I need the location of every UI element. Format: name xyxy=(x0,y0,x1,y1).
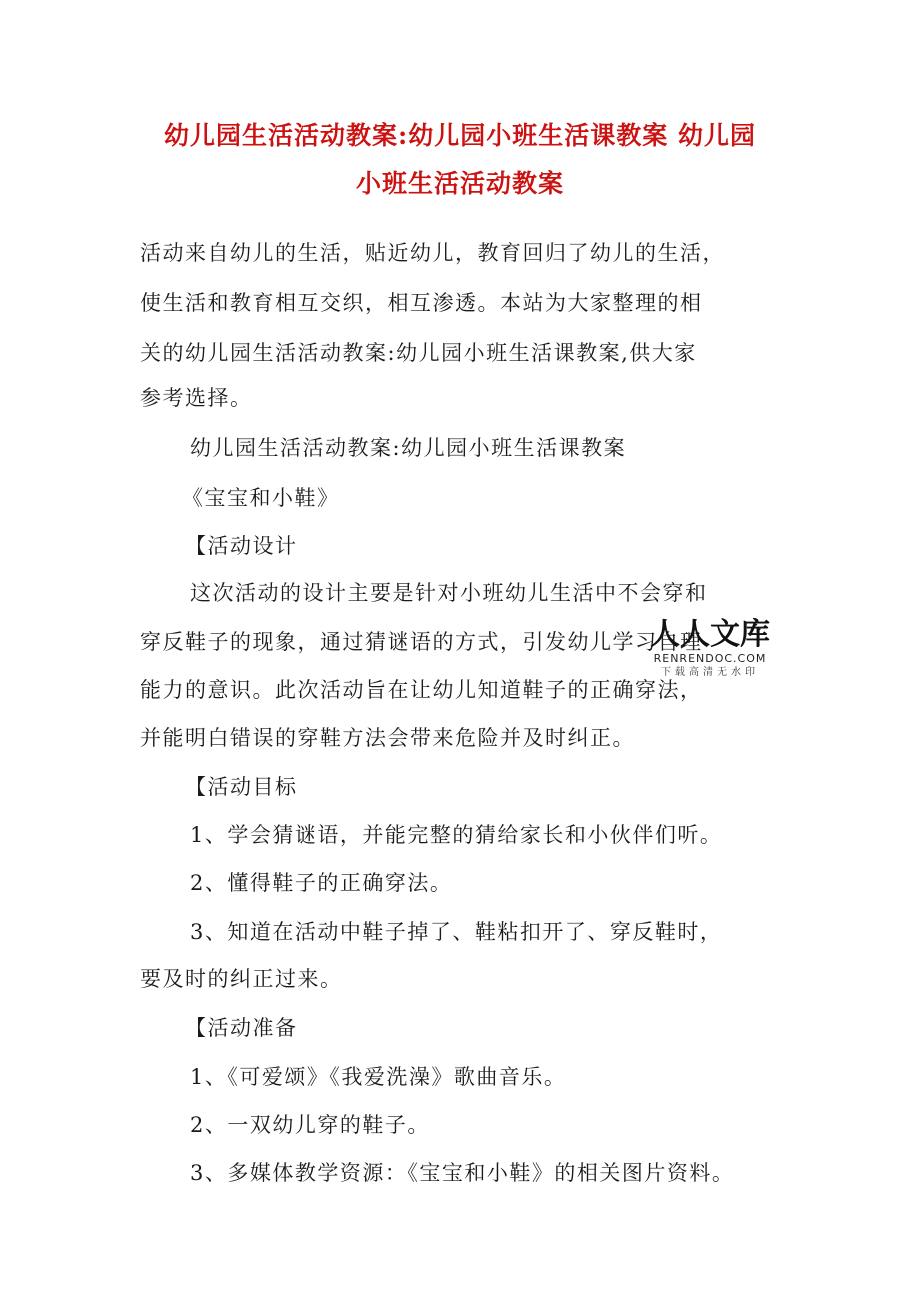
intro-line-2: 使生活和教育相互交织，相互渗透。本站为大家整理的相 xyxy=(140,291,703,315)
design-line-1: 这次活动的设计主要是针对小班幼儿生活中不会穿和 xyxy=(190,581,708,605)
design-line-3: 能力的意识。此次活动旨在让幼儿知道鞋子的正确穿法， xyxy=(140,678,703,702)
design-heading: 【活动设计 xyxy=(185,534,298,558)
prep-heading: 【活动准备 xyxy=(185,1016,298,1040)
lesson-name: 《宝宝和小鞋》 xyxy=(182,486,340,510)
design-line-2: 穿反鞋子的现象，通过猜谜语的方式，引发幼儿学习自理 xyxy=(140,630,703,654)
watermark-logo xyxy=(640,618,780,680)
document-title xyxy=(120,112,800,208)
prep-item-3: 3、多媒体教学资源：《宝宝和小鞋》的相关图片资料。 xyxy=(190,1161,735,1185)
watermark-brand: 人人文库 xyxy=(650,617,770,652)
watermark-tagline: 下载高清无水印 xyxy=(661,667,759,678)
design-line-4: 并能明白错误的穿鞋方法会带来危险并及时纠正。 xyxy=(140,726,635,750)
prep-item-2: 2、一双幼儿穿的鞋子。 xyxy=(190,1113,430,1137)
goal-item-3-line-1: 3、知道在活动中鞋子掉了、鞋粘扣开了、穿反鞋时， xyxy=(190,920,723,944)
goal-item-1: 1、学会猜谜语，并能完整的猜给家长和小伙伴们听。 xyxy=(190,823,723,847)
prep-item-1: 1、《可爱颂》《我爱洗澡》歌曲音乐。 xyxy=(190,1065,567,1089)
title-line-1: 幼儿园生活活动教案:幼儿园小班生活课教案 幼儿园 xyxy=(164,121,756,150)
watermark-url: RENRENDOC.COM xyxy=(653,652,767,665)
goal-item-2: 2、懂得鞋子的正确穿法。 xyxy=(190,871,453,895)
intro-line-1: 活动来自幼儿的生活，贴近幼儿，教育回归了幼儿的生活， xyxy=(140,241,725,265)
goal-item-3-line-2: 要及时的纠正过来。 xyxy=(140,967,343,991)
intro-line-3: 关的幼儿园生活活动教案:幼儿园小班生活课教案,供大家 xyxy=(140,341,697,365)
goals-heading: 【活动目标 xyxy=(185,775,298,799)
intro-line-4: 参考选择。 xyxy=(140,386,253,410)
section-subtitle: 幼儿园生活活动教案:幼儿园小班生活课教案 xyxy=(190,436,627,460)
title-line-2: 小班生活活动教案 xyxy=(355,169,564,198)
